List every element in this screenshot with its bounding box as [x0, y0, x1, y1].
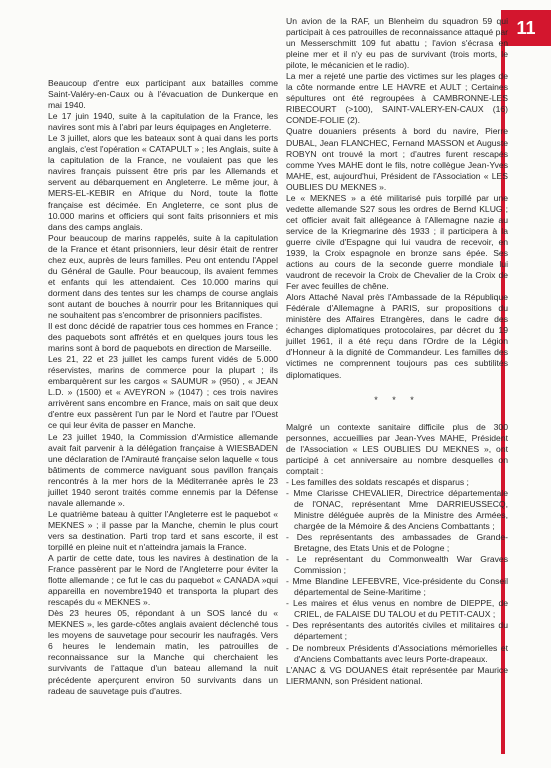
list-item: - Des représentants des autorités civiles et militaires du département ;: [286, 620, 508, 642]
paragraph: Pour beaucoup de marins rappelés, suite à la capitulation de la France et étant prisonniers, leur désir était de rentrer chez eux, auprès de leurs familles. Peu ont entendu l'Appel du Général de Gaulle. Pour beaucoup, ils avaient femmes et enfants qui les attendaient. Ces 10.000 marins qui dorment dans des tentes sur les champs de course anglais sont autant de bouches à nourrir pour les Britanniques qui ne souhaitent pas s'encombrer de prisonniers pacifistes.: [48, 232, 278, 320]
paragraph: Alors Attaché Naval près l'Ambassade de la République Fédérale d'Allemagne à PARIS, sur propositions du ministère des Affaires Etrangères, dans le cadre des échanges diplomatiques protocolaires, par décret du 19 juillet 1961, il a été reçu dans l'Ordre de la Légion d'Honneur à la dignité de Commandeur. Les familles des victimes ne comprennent toujours pas ces subtilités diplomatiques.: [286, 292, 508, 380]
page-number-badge: 11: [501, 10, 551, 46]
right-column: [286, 16, 508, 687]
closing-intro: Malgré un contexte sanitaire difficile plus de 300 personnes, accueillies par Jean-Yves MAHE, Président de l'Association « LES OUBLIES DU MEKNES », ont participé à cet anniversaire au nombre desquelles on comptait :: [286, 421, 508, 476]
paragraph: Beaucoup d'entre eux participant aux batailles comme Saint-Valéry-en-Caux ou à l'évacuation de Dunkerque en mai 1940.: [48, 78, 278, 111]
paragraph: Dès 23 heures 05, répondant à un SOS lancé du « MEKNES », les garde-côtes anglais avaient déclenché tous les moyens de sauvetage pour secourir les naufragés. Vers 6 heures le lendemain matin, les patrouilles de reconnaissance sur la Manche qui cherchaient les survivants de l'attaque d'un bateau allemand la nuit précédente aperçurent environ 50 survivants dans un radeau de sauvetage puis d'autres.: [48, 608, 278, 696]
paragraph: Le 23 juillet 1940, la Commission d'Armistice allemande avait fait parvenir à la délégation française à WIESBADEN une déclaration de l'Amirauté française selon laquelle « tous bâtiments de commerce naviguant sous pavillon français rencontrés à la mer hors de la Méditerranée après le 23 juillet 1940 seront traités comme ennemis par la Défense navale allemande ».: [48, 431, 278, 508]
closing-note: L'ANAC & VG DOUANES était représentée par Maurice LIERMANN, son Président national.: [286, 664, 508, 686]
list-item: - Les familles des soldats rescapés et disparus ;: [286, 476, 469, 487]
list-item: - Les maires et élus venus en nombre de DIEPPE, de CRIEL, de FALAISE DU TALOU et du PETIT-CAUX ;: [286, 598, 508, 620]
paragraph: Les 21, 22 et 23 juillet les camps furent vidés de 5.000 réservistes, marins de commerce pour la plupart ; ils embarquèrent sur les cargos « SAUMUR » (950) , « JEAN L.D. » (1500) et « AVEYRON » (1047) ; ces trois navires arrivèrent sans encombre en France, mais on sait que deux d'entre eux passèrent l'un par le Nord et l'autre par l'Ouest ce qui leur évita de passer en Manche.: [48, 354, 278, 431]
paragraph: Le « MEKNES » a été militarisé puis torpillé par une vedette allemande S27 sous les ordres de Bernd KLUG ; cet officier avait fait allégeance à l'Allemagne nazie au service de la Kriegmarine dès 1933 ; il participera à la guerre civile d'Espagne qui lui vaudra de recevoir, en 1939, la Croix espagnole en bronze sans épée. Ses actions au cours de la seconde guerre mondiale lui vaudront de recevoir la Croix de Chevalier de la Croix de Fer avec feuilles de chêne.: [286, 192, 508, 292]
paragraph: Le quatrième bateau à quitter l'Angleterre est le paquebot « MEKNES » ; il passe par la Manche, chemin le plus court vers sa destination. Parti trop tard et sans escorte, il est torpillé en pleine nuit et n'atteindra jamais la France.: [48, 508, 278, 552]
list-item: - Mme Blandine LEFEBVRE, Vice-présidente du Conseil départemental de Seine-Maritime ;: [286, 576, 508, 598]
list-item: - Le représentant du Commonwealth War Graves Commission ;: [286, 554, 508, 576]
paragraph: Il est donc décidé de rapatrier tous ces hommes en France ; des paquebots sont affrétés et en quelques jours tous les marins sont à bord de paquebots en direction de Marseille.: [48, 321, 278, 354]
paragraph: A partir de cette date, tous les navires à destination de la France passèrent par le Nord de l'Angleterre pour éviter la flotte allemande ; ce fut le cas du paquebot « CANADA »qui appareilla en novembre1940 et transporta la plupart des rescapés du « MEKNES ».: [48, 553, 278, 608]
list-item: - De nombreux Présidents d'Associations mémorielles et d'Anciens Combattants avec leurs Porte-drapeaux.: [286, 642, 508, 664]
list-item: - Mme Clarisse CHEVALIER, Directrice départementale de l'ONAC, représentant Mme DARRIEUSSECQ, Ministre déléguée auprès de la Ministre des Armées, chargée de la Mémoire & des Anciens Combattants ;: [286, 487, 508, 532]
section-separator: * * *: [374, 394, 420, 405]
paragraph: Le 3 juillet, alors que les bateaux sont à quai dans les ports anglais, c'est l'opération « CATAPULT » ; les Anglais, suite à la capitulation de la France, ne voulaient pas que les navires français puissent être pris par les Allemands et servent au débarquement en Angleterre. Le même jour, à MERS-EL-KEBIR en Afrique du Nord, toute la flotte française est décimée. En Angleterre, ce sont plus de 10.000 marins et officiers qui sont faits prisonniers et mis dans des camps anglais.: [48, 133, 278, 232]
paragraph: Quatre douaniers présents à bord du navire, Pierre DUBAL, Jean FLANCHEC, Fernand MASSON et Auguste ROBYN ont trouvé la mort ; d'autres furent rescapés comme Yves MAHE dont le fils, notre collègue Jean-Yves MAHE, est, aujourd'hui, Président de l'Association « LES OUBLIES DU MEKNES ».: [286, 126, 508, 192]
list-item: - Des représentants des ambassades de Grande-Bretagne, des Etats Unis et de Pologne ;: [286, 532, 508, 554]
attendee-list: [286, 477, 508, 665]
paragraph: La mer a rejeté une partie des victimes sur les plages de la côte normande entre LE HAVRE et AULT ; Certaines sépultures ont été regroupées à CAMBRONNE-LES RIBECOURT (>100), SAINT-VALERY-EN-CAUX (16) CONDE-FOLIE (2).: [286, 71, 508, 126]
left-column: [48, 78, 278, 697]
paragraph: Un avion de la RAF, un Blenheim du squadron 59 qui participait à ces patrouilles de reconnaissance attaqué par un Messerschmitt 109 fut abattu ; l'avion s'écrasa en pleine mer et il n'y eu pas de survivant (trois morts, le pilote, le mécanicien et le radio).: [286, 16, 508, 71]
paragraph: Le 17 juin 1940, suite à la capitulation de la France, les navires sont mis à l'abri par leurs équipages en Angleterre.: [48, 111, 278, 133]
